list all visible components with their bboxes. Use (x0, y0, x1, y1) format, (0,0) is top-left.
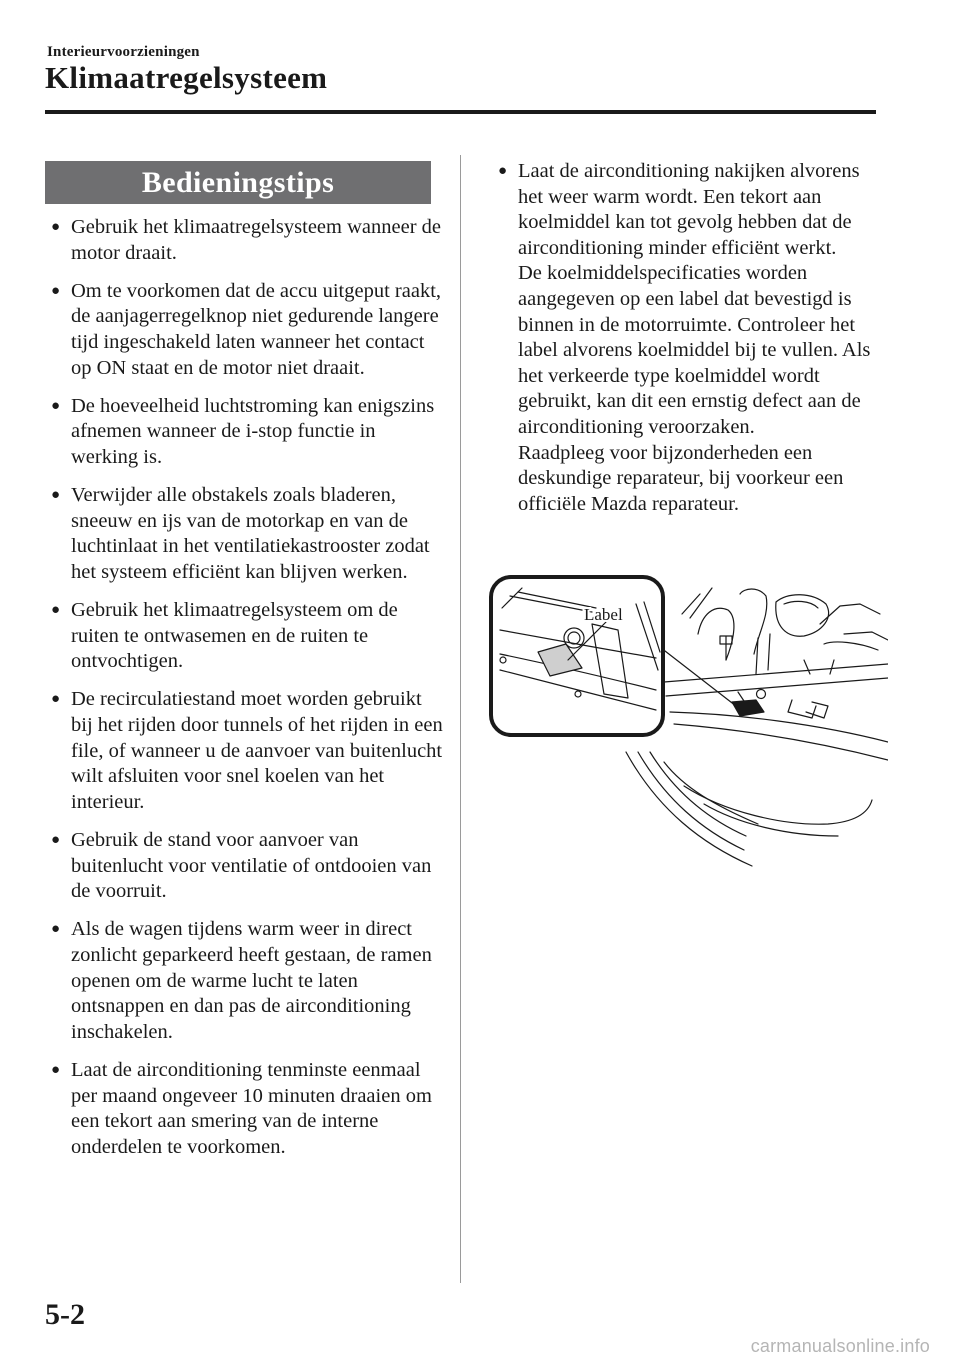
callout-label: Label (584, 605, 623, 624)
bullet-icon: ● (51, 602, 61, 619)
refrigerant-tip-list (496, 159, 888, 530)
page-title: Klimaatregelsysteem (45, 60, 328, 95)
list-item (49, 687, 444, 815)
list-item-text: Gebruik het klimaatregelsysteem om de ruiten te ontwasemen en de ruiten te ontvochtigen. (71, 599, 398, 673)
bullet-icon: ● (51, 282, 61, 299)
bullet-icon: ● (51, 921, 61, 938)
bullet-icon: ● (51, 487, 61, 504)
page-number: 5-2 (45, 1298, 85, 1331)
list-item (49, 279, 444, 381)
list-item-text: Gebruik het klimaatregelsysteem wanneer de motor draait. (71, 216, 441, 264)
list-item (49, 917, 444, 1045)
list-item (496, 159, 888, 517)
bullet-icon: ● (51, 219, 61, 235)
watermark: carmanualsonline.info (750, 1336, 930, 1356)
list-item-text: Laat de airconditioning tenminste eenmaal per maand ongeveer 10 minuten draaien om een tekort aan smering van de interne onderdelen te voorkomen. (71, 1058, 432, 1158)
list-item (49, 828, 444, 905)
bullet-icon: ● (51, 691, 61, 708)
paragraph-refrigerant-label: De koelmiddelspecificaties worden aangegeven op een label dat bevestigd is binnen in de motorruimte. Controleer het label alvorens koelmiddel bij te vullen. Als het verkeerde type koelmiddel wordt gebruikt, kan dit een ernstig defect aan de airconditioning veroorzaken. (518, 262, 871, 438)
paragraph-consult-repairer: Raadpleeg voor bijzonderheden een deskundige reparateur, bij voorkeur een officiële Mazda reparateur. (518, 441, 844, 515)
list-item-text: De hoeveelheid luchtstroming kan enigszins afnemen wanneer de i-stop functie in werking is. (71, 394, 435, 468)
list-item (49, 1058, 444, 1160)
bullet-icon: ● (498, 163, 508, 179)
engine-bay-label-figure (488, 574, 888, 870)
list-item-text: Om te voorkomen dat de accu uitgeput raakt, de aanjagerregelknop niet gedurende langere tijd ingeschakeld laten wanneer het contact op ON staat en de motor niet draait. (71, 279, 442, 379)
list-item (49, 598, 444, 675)
list-item-text: Als de wagen tijdens warm weer in direct zonlicht geparkeerd heeft gestaan, de ramen openen om de warme lucht te laten ontsnappen en dan pas de airconditioning inschakelen. (71, 918, 432, 1043)
list-item-text: De recirculatiestand moet worden gebruikt bij het rijden door tunnels of het rijden in een file, of wanneer u de aanvoer van buitenlucht wilt afsluiten voor snel koelen van het interieur. (71, 688, 443, 813)
list-item (49, 394, 444, 471)
list-item (49, 483, 444, 585)
bullet-icon: ● (51, 1061, 61, 1078)
header-rule (45, 110, 876, 114)
column-divider (460, 155, 461, 1283)
section-heading: Interieurvoorzieningen (47, 44, 200, 60)
list-item-text: Verwijder alle obstakels zoals bladeren, sneeuw en ijs van de motorkap en van de luchtinlaat in het ventilatiekastrooster zodat het systeem efficiënt kan blijven werken. (71, 484, 430, 583)
list-item-text: Gebruik de stand voor aanvoer van buitenlucht voor ventilatie of ontdooien van de voorruit. (71, 829, 432, 903)
paragraph-check-ac: Laat de airconditioning nakijken alvorens het weer warm wordt. Een tekort aan koelmiddel kan tot gevolg hebben dat de airconditioning minder efficiënt werkt. (518, 160, 860, 259)
list-item (49, 215, 444, 266)
bullet-icon: ● (51, 397, 61, 414)
section-banner: Bedieningstips (45, 161, 431, 204)
bullet-icon: ● (51, 832, 61, 849)
tips-list (49, 215, 444, 1173)
